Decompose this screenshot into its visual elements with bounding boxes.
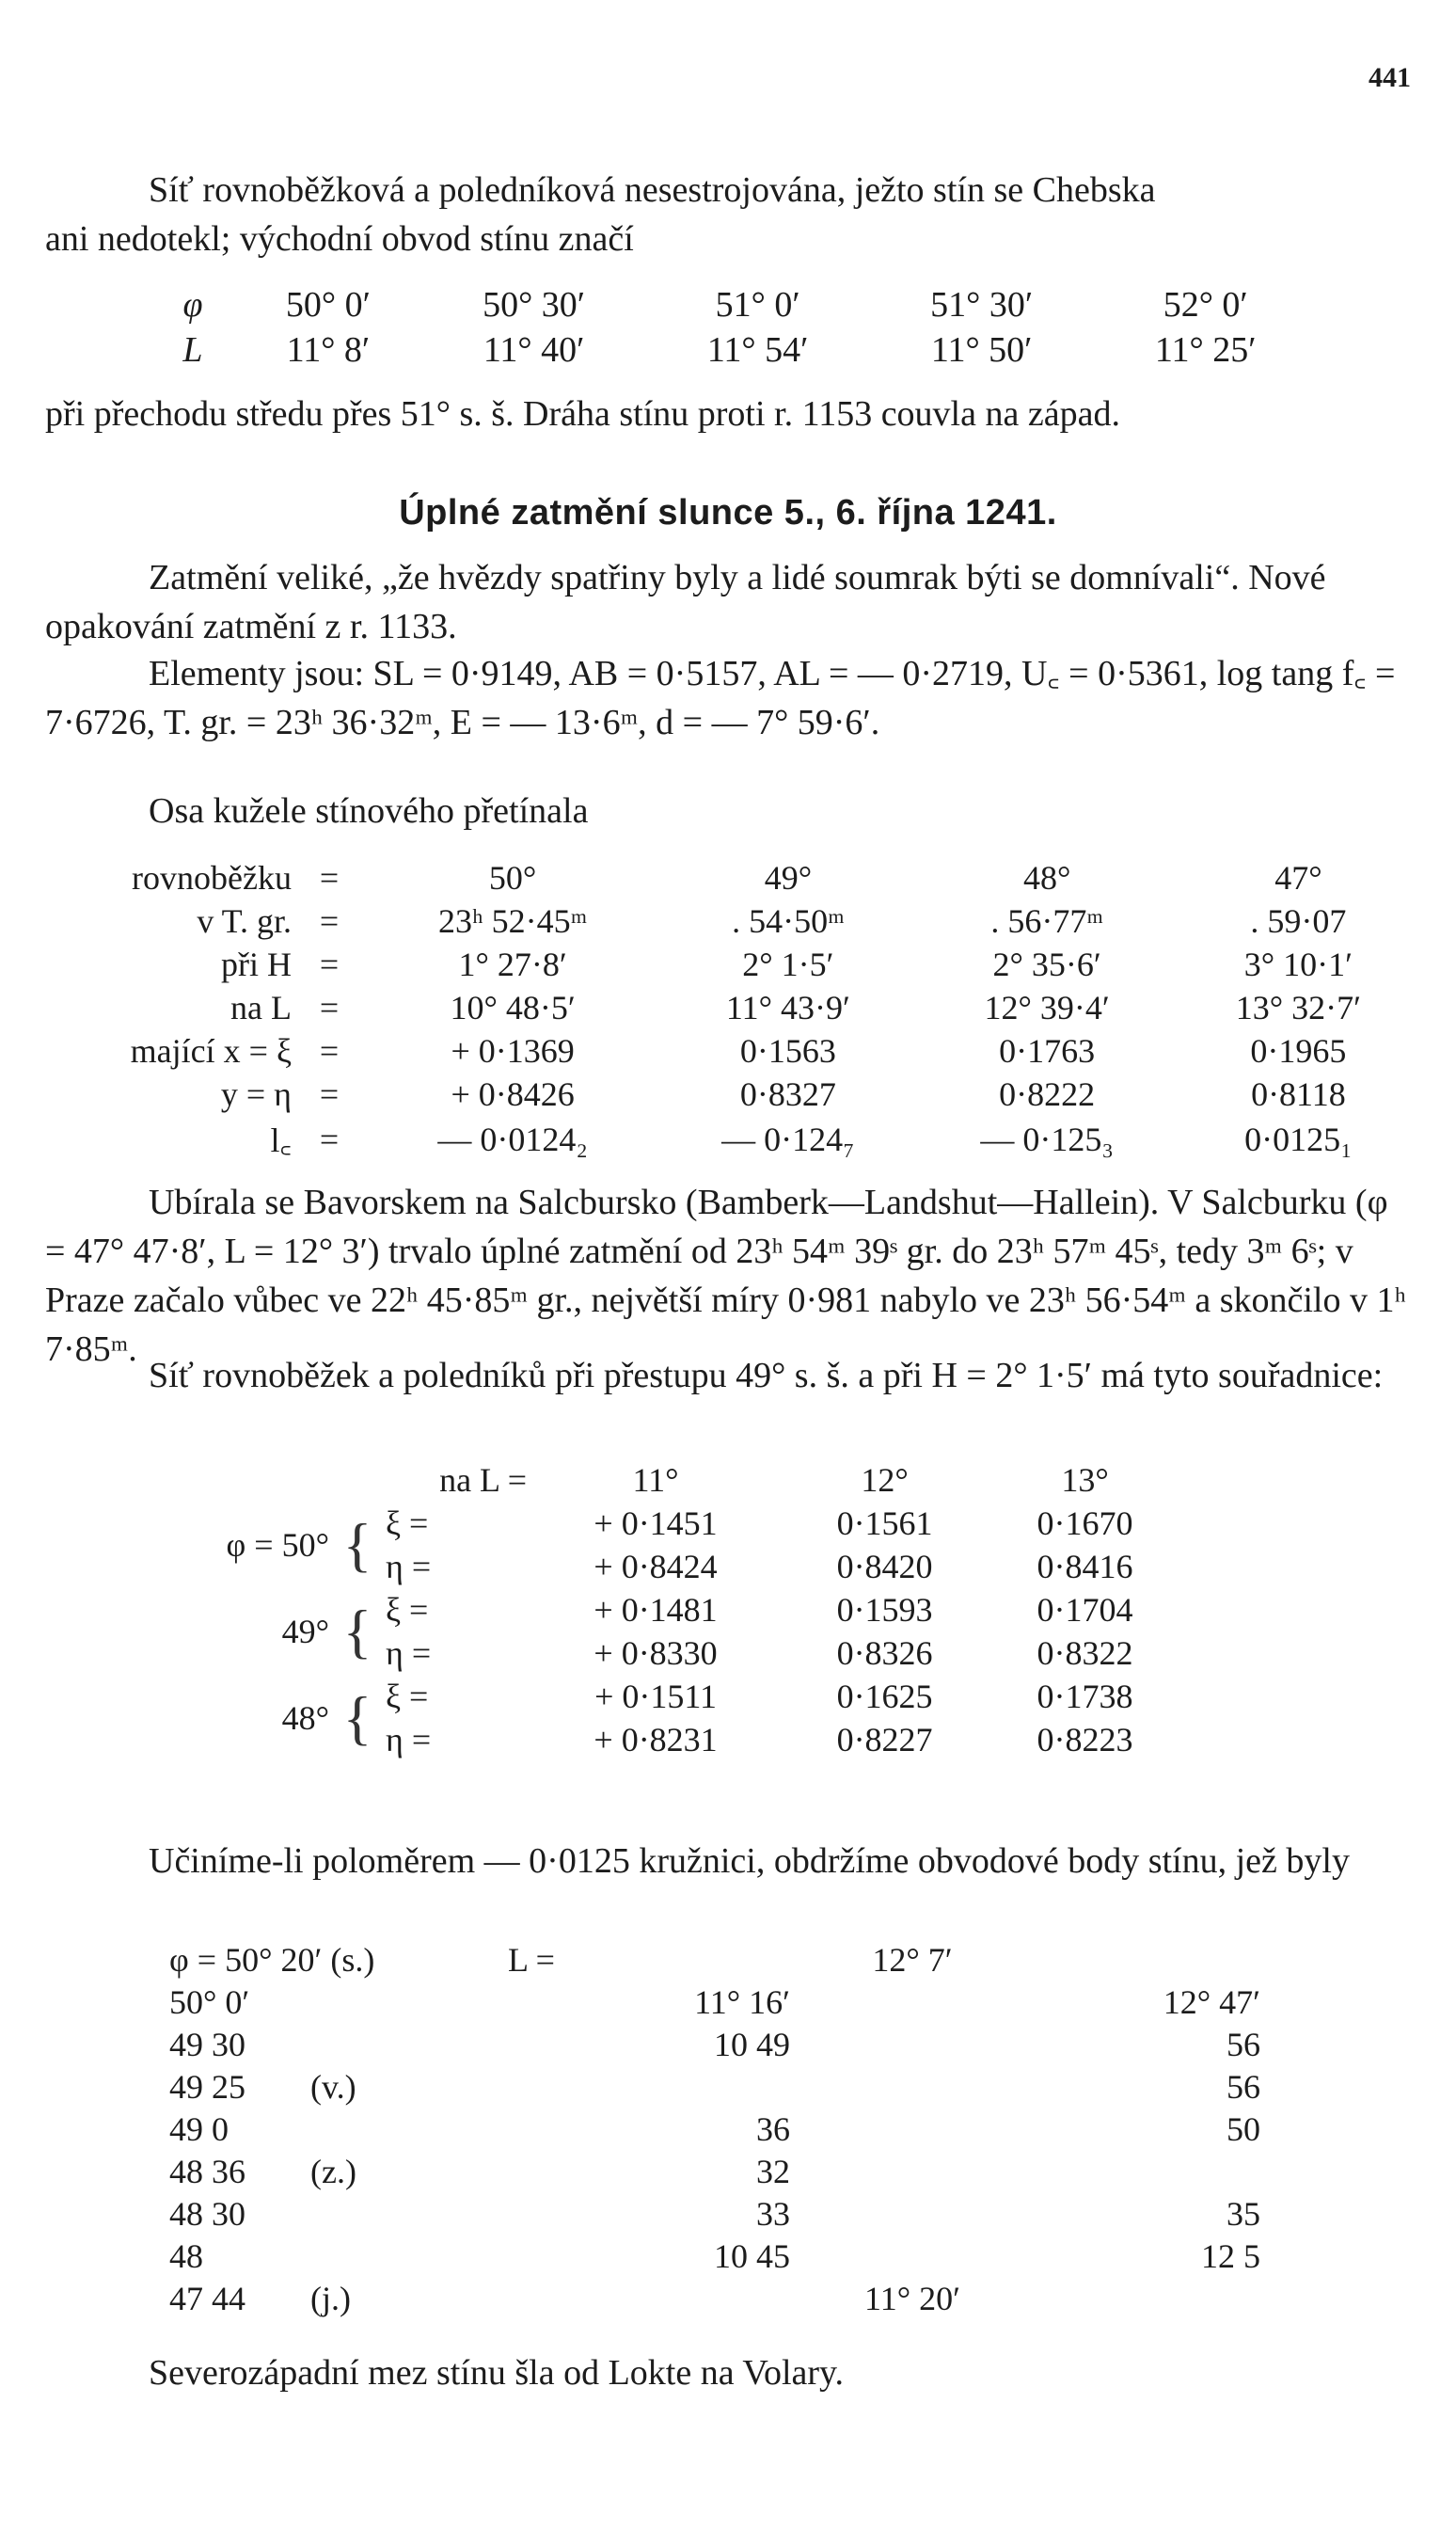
table-cell: [790, 2192, 1035, 2235]
table-cell: [790, 2023, 1035, 2065]
row-label: y = η: [220, 1075, 292, 1113]
table-cell: [310, 2108, 508, 2150]
table-row: [169, 2192, 1260, 2235]
table-cell: + 0·8424: [593, 1548, 718, 1585]
table-row: [169, 2150, 1260, 2192]
table-cell: 50° 0′: [169, 1982, 250, 2021]
table-cell: [310, 2192, 508, 2235]
table-cell: 0·8227: [836, 1721, 933, 1758]
table-cell: 0·8420: [836, 1548, 933, 1585]
table-cell: 33: [756, 2194, 790, 2233]
table-row: [75, 1073, 1420, 1116]
table-row: [150, 327, 1317, 373]
table-row: [169, 1588, 1185, 1631]
paragraph-elements: Elementy jsou: SL = 0·9149, AB = 0·5157, AL = — 0·2719, U꜀ = 0·5361, log tang f꜀ = 7·6726, T. gr. = 23ʰ 36·32ᵐ, E = — 13·6ᵐ, d = — 7° 59·6′.: [45, 654, 1396, 742]
after-table-text: při přechodu středu přes 51° s. š. Dráha stínu proti r. 1153 couvla na západ.: [45, 394, 1120, 434]
row-label: na L: [230, 989, 292, 1026]
table-cell: 0·8416: [1037, 1548, 1133, 1585]
table-cell: 1° 27·8′: [458, 946, 567, 983]
table-cell: [602, 1938, 790, 1981]
table-cell: . 59·07: [1250, 902, 1347, 940]
intro-line-2: ani nedotekl; východní obvod stínu značí: [45, 219, 634, 259]
table-header: 12°: [861, 1461, 909, 1499]
table-cell: 11° 54′: [706, 330, 809, 370]
table-cell: + 0·8231: [593, 1721, 718, 1758]
table-cell: [310, 2023, 508, 2065]
intro-line-1: Síť rovnoběžková a poledníková nesestrojována, ježto stín se Chebska: [149, 170, 1156, 210]
table-cell: 56: [1227, 2025, 1260, 2063]
table-row: [169, 2235, 1260, 2277]
row-label: v T. gr.: [197, 902, 292, 940]
table-cell: 0·1563: [739, 1032, 836, 1070]
table-cell: 47°: [1274, 859, 1322, 897]
brace-icon: {: [342, 1684, 372, 1751]
phi-label: φ: [182, 285, 203, 325]
equals: =: [319, 1032, 340, 1070]
row-label: mající x = ξ: [130, 1032, 292, 1070]
table-cell: . 54·50ᵐ: [732, 902, 845, 940]
xi-label: ξ =: [386, 1504, 429, 1542]
equals: =: [319, 989, 340, 1026]
table-cell: 0·1670: [1037, 1504, 1133, 1542]
table-cell: 2° 1·5′: [742, 946, 834, 983]
table-cell: + 0·1451: [593, 1504, 718, 1542]
table-cell: + 0·1511: [594, 1678, 718, 1715]
table-cell: 49°: [764, 859, 813, 897]
row-label: rovnoběžku: [132, 859, 292, 897]
table-cell: (v.): [310, 2067, 356, 2106]
table-cell: — 0·0124₂: [437, 1120, 588, 1158]
table-cell: 11° 50′: [930, 330, 1033, 370]
table-row: [75, 1029, 1420, 1073]
table-header: 11°: [632, 1461, 679, 1499]
table-cell: 50° 30′: [483, 285, 586, 325]
eta-label: η =: [386, 1548, 432, 1585]
brace-icon: {: [342, 1598, 372, 1664]
table-cell: 0·8223: [1037, 1721, 1133, 1758]
closing-sentence: Severozápadní mez stínu šla od Lokte na Volary.: [149, 2353, 845, 2393]
equals: =: [319, 902, 340, 940]
row-label: při H: [221, 946, 292, 983]
row-label: l꜀: [270, 1122, 292, 1159]
table-cell: 50° 0′: [285, 285, 371, 325]
table-cell: 12° 39·4′: [984, 989, 1110, 1026]
table-cell: 51° 30′: [930, 285, 1034, 325]
table-cell: 0·1593: [836, 1591, 933, 1629]
table-cell: 3° 10·1′: [1243, 946, 1353, 983]
table-row: [169, 1502, 1185, 1545]
table-row: [169, 2065, 1260, 2108]
coordinates-table: [169, 1458, 1185, 1761]
table-cell: 49 0: [169, 2109, 229, 2148]
table-cell: [790, 2150, 1035, 2192]
table-cell: + 0·8426: [451, 1075, 575, 1113]
equals: =: [319, 946, 340, 983]
phi-header: φ = 50° 20′ (s.): [169, 1940, 375, 1979]
equals: =: [319, 859, 340, 897]
table-cell: 0·1763: [999, 1032, 1096, 1070]
table-cell: 35: [1227, 2194, 1260, 2233]
table-cell: 11° 8′: [286, 330, 371, 370]
table-cell: 12 5: [1201, 2236, 1260, 2275]
table-cell: 13° 32·7′: [1235, 989, 1362, 1026]
table-cell: [602, 2277, 790, 2319]
table-cell: 11° 16′: [694, 1982, 790, 2021]
table-cell: — 0·125₃: [980, 1120, 1114, 1158]
table-cell: 0·8326: [836, 1634, 933, 1672]
table-cell: 47 44: [169, 2279, 245, 2317]
table-cell: 48: [169, 2236, 203, 2275]
xi-label: ξ =: [386, 1678, 429, 1715]
table-cell: 0·0125₁: [1244, 1120, 1353, 1158]
intro-paragraph: [45, 166, 1411, 263]
table-cell: [310, 1981, 508, 2023]
table-cell: 0·1625: [836, 1678, 933, 1715]
table-cell: — 0·124₇: [721, 1120, 855, 1158]
table-row: [169, 1981, 1260, 2023]
paragraph-1: Zatmění veliké, „že hvězdy spatřiny byly a lidé soumrak býti se domnívali“. Nové opakování zatmění z r. 1133.: [45, 558, 1326, 646]
table-cell: + 0·8330: [593, 1634, 718, 1672]
table-row: [75, 943, 1420, 986]
table-cell: 36: [756, 2109, 790, 2148]
table-cell: [602, 2065, 790, 2108]
table-cell: 23ʰ 52·45ᵐ: [438, 902, 588, 940]
table-cell: 11° 40′: [483, 330, 585, 370]
table-cell: [790, 2065, 1035, 2108]
equals: =: [319, 1120, 340, 1158]
table-cell: 0·1561: [836, 1504, 933, 1542]
phi-label: φ =: [226, 1526, 274, 1564]
table-cell: [1035, 2150, 1260, 2192]
boundary-points-table: [169, 1938, 1260, 2319]
axis-label: Osa kužele stínového přetínala: [149, 791, 589, 831]
brace-icon: {: [342, 1511, 372, 1578]
page-number: 441: [1369, 62, 1411, 93]
table-cell: 0·1738: [1037, 1678, 1133, 1715]
table-cell: 56: [1227, 2067, 1260, 2106]
table-cell: [790, 2108, 1035, 2150]
L-label: L: [182, 330, 203, 370]
table-row: [75, 986, 1420, 1029]
table-cell: 51° 0′: [715, 285, 800, 325]
table-cell: 12° 7′: [872, 1940, 953, 1979]
table-cell: 10 45: [714, 2236, 790, 2275]
table-cell: . 56·77ᵐ: [990, 902, 1103, 940]
axis-table: [75, 856, 1420, 1162]
table-row: [169, 2108, 1260, 2150]
table-cell: 10° 48·5′: [450, 989, 576, 1026]
table-cell: 10 49: [714, 2025, 790, 2063]
table-cell: [1035, 2277, 1260, 2319]
table-cell: 32: [756, 2152, 790, 2190]
L-header: L =: [508, 1940, 555, 1979]
paragraph-radius: Učiníme-li poloměrem — 0·0125 kružnici, obdržíme obvodové body stínu, jež byly: [149, 1841, 1350, 1881]
table-cell: 0·8327: [739, 1075, 836, 1113]
table-cell: 50°: [488, 859, 537, 897]
xi-label: ξ =: [386, 1591, 429, 1629]
eta-label: η =: [386, 1634, 432, 1672]
shadow-boundary-table: [150, 282, 1317, 373]
table-cell: [790, 2235, 1035, 2277]
table-cell: 0·8118: [1251, 1075, 1346, 1113]
group-phi: 50°: [281, 1526, 329, 1564]
table-row: [169, 2023, 1260, 2065]
table-cell: 11° 43·9′: [725, 989, 850, 1026]
table-cell: + 0·1369: [451, 1032, 575, 1070]
table-cell: 0·1965: [1250, 1032, 1347, 1070]
table-row: [169, 1938, 1260, 1981]
table-header: 13°: [1061, 1461, 1109, 1499]
table-row: [150, 282, 1317, 327]
table-cell: 48 36: [169, 2152, 245, 2190]
table-cell: 11° 25′: [1154, 330, 1257, 370]
group-phi: 49°: [281, 1613, 329, 1650]
table-cell: 12° 47′: [1163, 1982, 1260, 2021]
table-row: [169, 2277, 1260, 2319]
paragraph-route: Ubírala se Bavorskem na Salcbursko (Bamberk—Landshut—Hallein). V Salcburku (φ = 47° 47·8′, L = 12° 3′) trvalo úplné zatmění od 23ʰ 54ᵐ 39ˢ gr. do 23ʰ 57ᵐ 45ˢ, tedy 3ᵐ 6ˢ; v Praze začalo vůbec ve 22ʰ 45·85ᵐ gr., největší míry 0·981 nabylo ve 23ʰ 56·54ᵐ a skončilo v 1ʰ 7·85ᵐ.: [45, 1183, 1406, 1369]
table-row: [169, 1458, 1185, 1502]
table-cell: (j.): [310, 2279, 351, 2317]
table-row: [75, 899, 1420, 943]
table-cell: 0·1704: [1037, 1591, 1133, 1629]
table-cell: 50: [1227, 2109, 1260, 2148]
table-cell: 49 30: [169, 2025, 245, 2063]
paragraph-grid: Síť rovnoběžek a poledníků při přestupu 49° s. š. a při H = 2° 1·5′ má tyto souřadnice:: [149, 1356, 1384, 1395]
group-phi: 48°: [281, 1699, 329, 1737]
table-cell: 2° 35·6′: [992, 946, 1101, 983]
table-row: [75, 1116, 1420, 1162]
header-label: na L =: [439, 1461, 527, 1499]
table-cell: 52° 0′: [1163, 285, 1248, 325]
table-cell: 49 25: [169, 2067, 245, 2106]
table-cell: [310, 2235, 508, 2277]
table-row: [169, 1675, 1185, 1718]
table-cell: 48 30: [169, 2194, 245, 2233]
table-cell: (z.): [310, 2152, 356, 2190]
table-cell: + 0·1481: [593, 1591, 718, 1629]
section-heading: Úplné zatmění slunce 5., 6. října 1241.: [399, 493, 1057, 533]
table-cell: 11° 20′: [864, 2279, 960, 2317]
table-cell: [1035, 1938, 1260, 1981]
equals: =: [319, 1075, 340, 1113]
table-cell: 0·8322: [1037, 1634, 1133, 1672]
table-cell: [790, 1981, 1035, 2023]
table-cell: 0·8222: [999, 1075, 1096, 1113]
eta-label: η =: [386, 1721, 432, 1758]
table-row: [75, 856, 1420, 899]
table-cell: 48°: [1022, 859, 1071, 897]
